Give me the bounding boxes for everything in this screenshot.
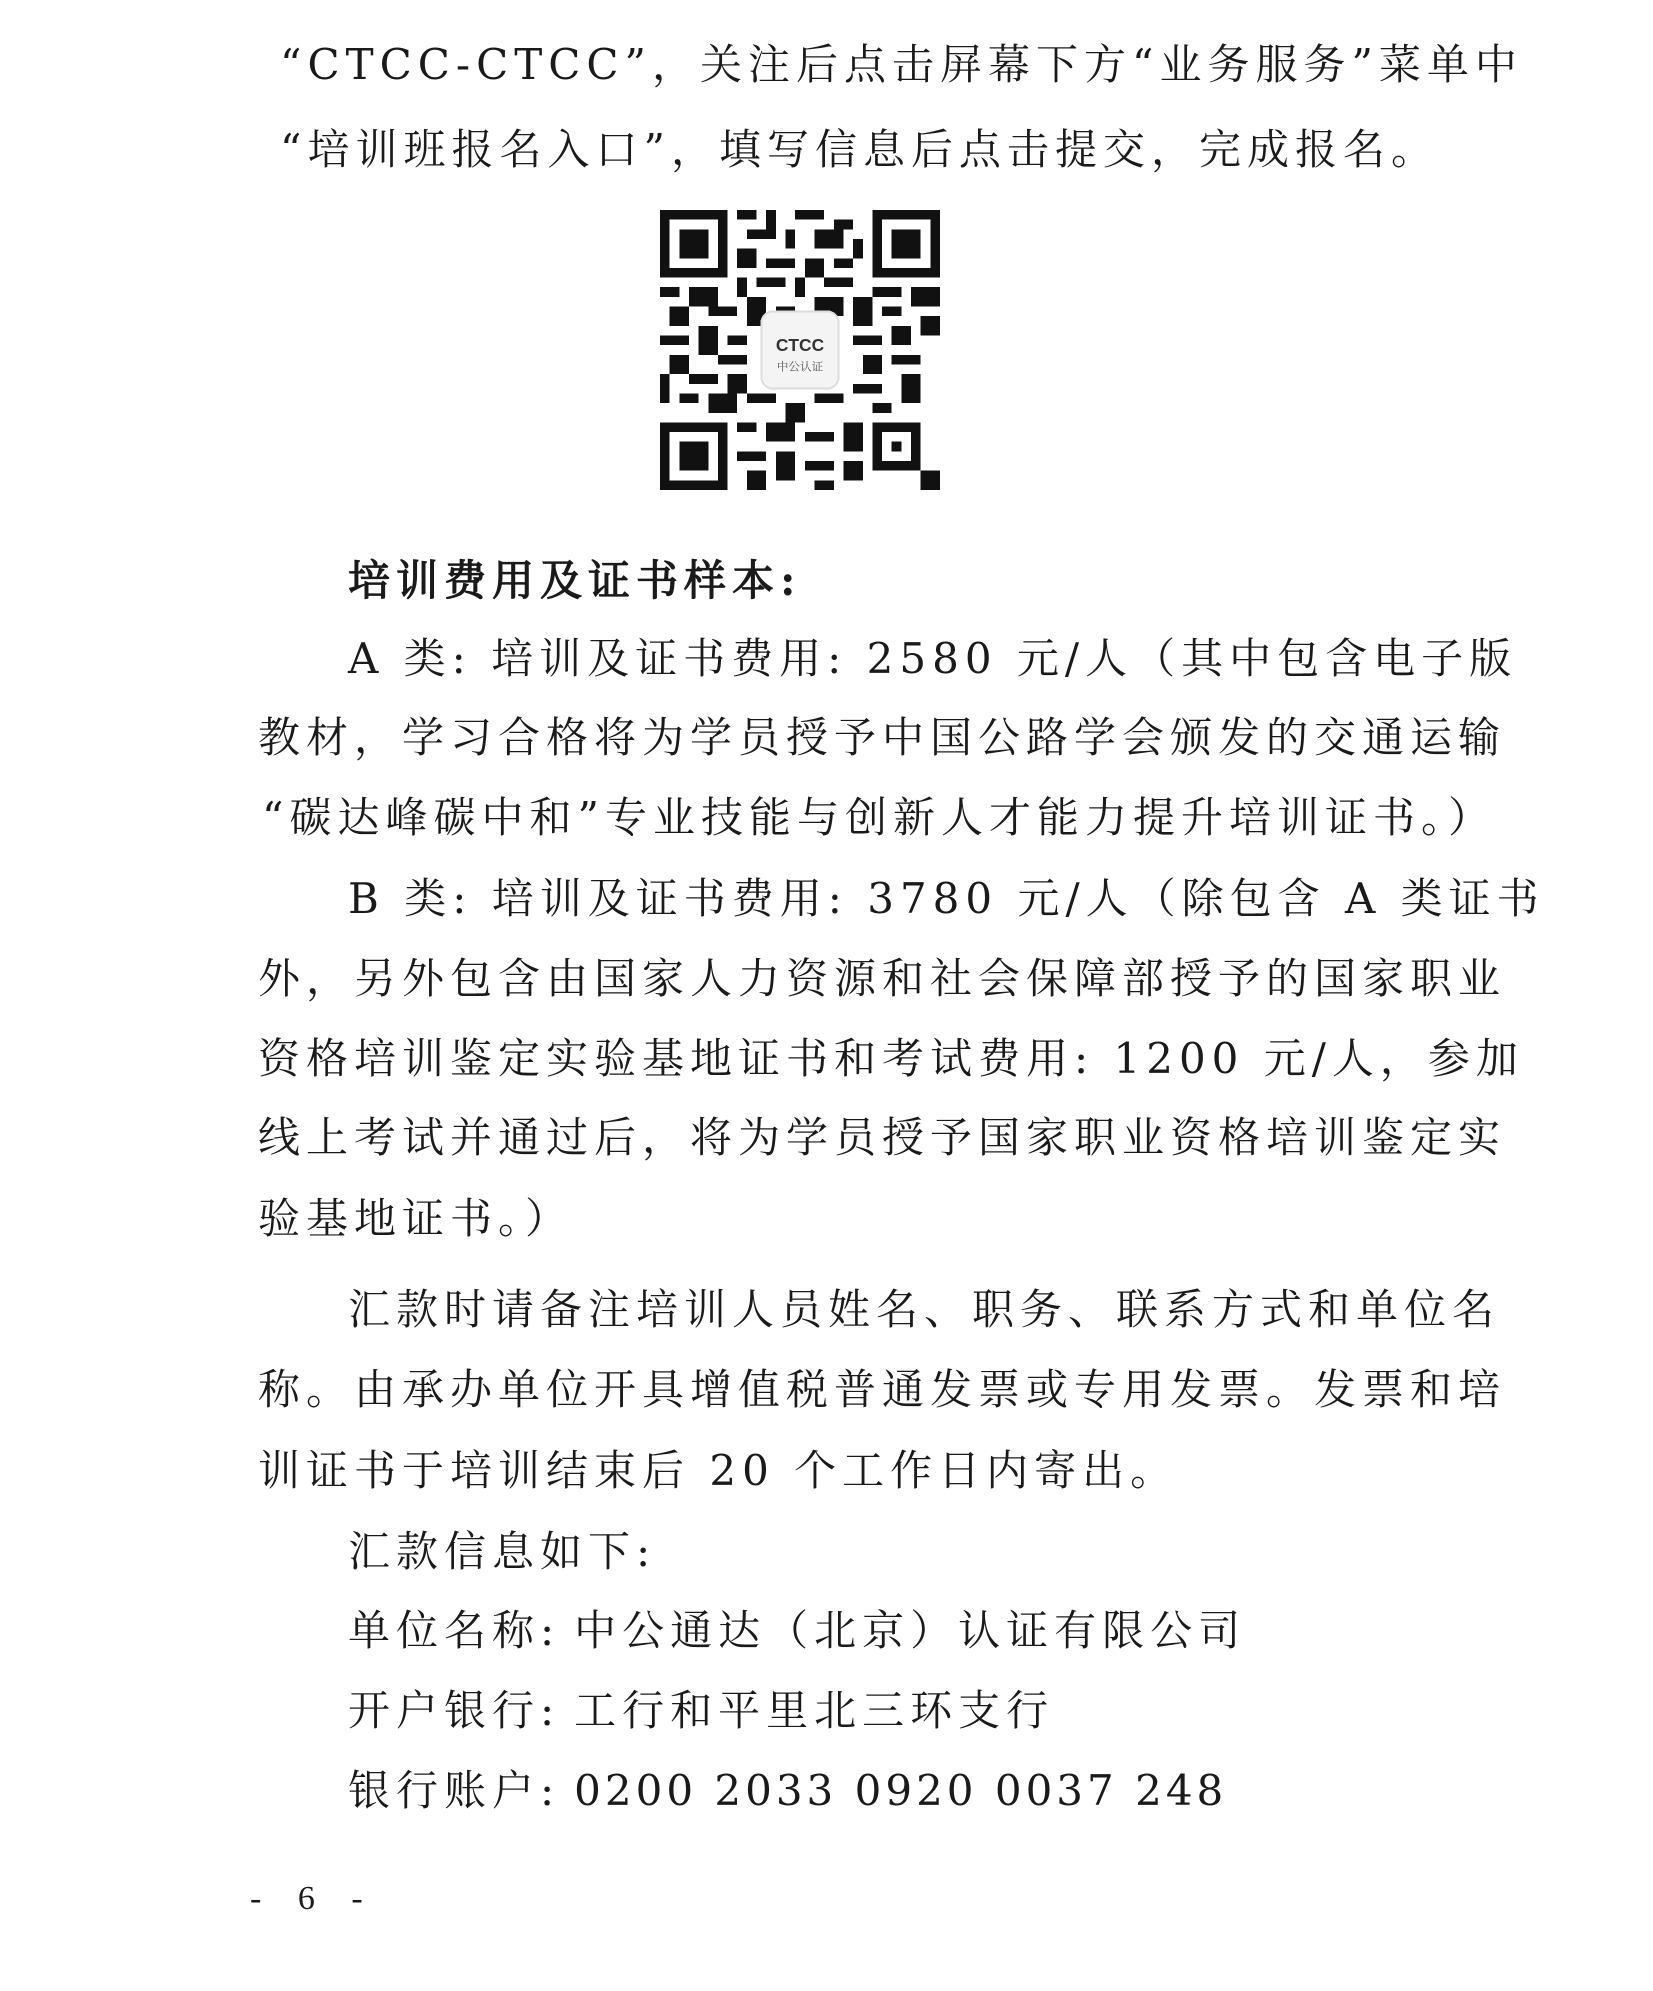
account-label: 银行账户: [348, 1766, 561, 1815]
class-b-line-1: B 类: 培训及证书费用: 3780 元/人（除包含 A 类证书 [348, 874, 1545, 923]
remittance-note-line-1: 汇款时请备注培训人员姓名、职务、联系方式和单位名 [348, 1285, 1501, 1334]
class-b-line-5: 验基地证书。） [258, 1194, 574, 1243]
class-a-line-3: “碳达峰碳中和”专业技能与创新人才能力提升培训证书。） [262, 793, 1496, 842]
remittance-note-line-3: 训证书于培训结束后 20 个工作日内寄出。 [258, 1446, 1179, 1495]
svg-text:中公认证: 中公认证 [776, 359, 824, 374]
class-a-line-1: A 类: 培训及证书费用: 2580 元/人（其中包含电子版 [348, 634, 1518, 683]
bank-value: 工行和平里北三环支行 [574, 1686, 1055, 1735]
company-value: 中公通达（北京）认证有限公司 [574, 1606, 1247, 1655]
registration-line-1: “CTCC-CTCC”，关注后点击屏幕下方“业务服务”菜单中 [280, 40, 1523, 89]
registration-line-2: “培训班报名入口”，填写信息后点击提交，完成报名。 [280, 125, 1439, 174]
fees-heading: 培训费用及证书样本: [348, 556, 802, 605]
company-row [348, 1606, 1246, 1656]
company-label: 单位名称: [348, 1606, 561, 1655]
qr-code-image[interactable] [660, 210, 940, 490]
qr-code-icon [660, 210, 940, 490]
remittance-info-heading: 汇款信息如下: [348, 1527, 657, 1576]
page-number: - 6 - [250, 1880, 377, 1917]
remittance-note-line-2: 称。由承办单位开具增值税普通发票或专用发票。发票和培 [258, 1365, 1507, 1414]
svg-text:CTCC: CTCC [775, 334, 825, 355]
account-value: 0200 2033 0920 0037 248 [574, 1766, 1228, 1815]
class-b-line-3: 资格培训鉴定实验基地证书和考试费用: 1200 元/人，参加 [258, 1034, 1524, 1083]
class-b-line-2: 外，另外包含由国家人力资源和社会保障部授予的国家职业 [258, 954, 1507, 1003]
class-a-line-2: 教材，学习合格将为学员授予中国公路学会颁发的交通运输 [258, 713, 1507, 762]
bank-row [348, 1686, 1054, 1736]
account-row [348, 1766, 1227, 1816]
class-b-line-4: 线上考试并通过后，将为学员授予国家职业资格培训鉴定实 [258, 1113, 1507, 1162]
bank-label: 开户银行: [348, 1686, 561, 1735]
